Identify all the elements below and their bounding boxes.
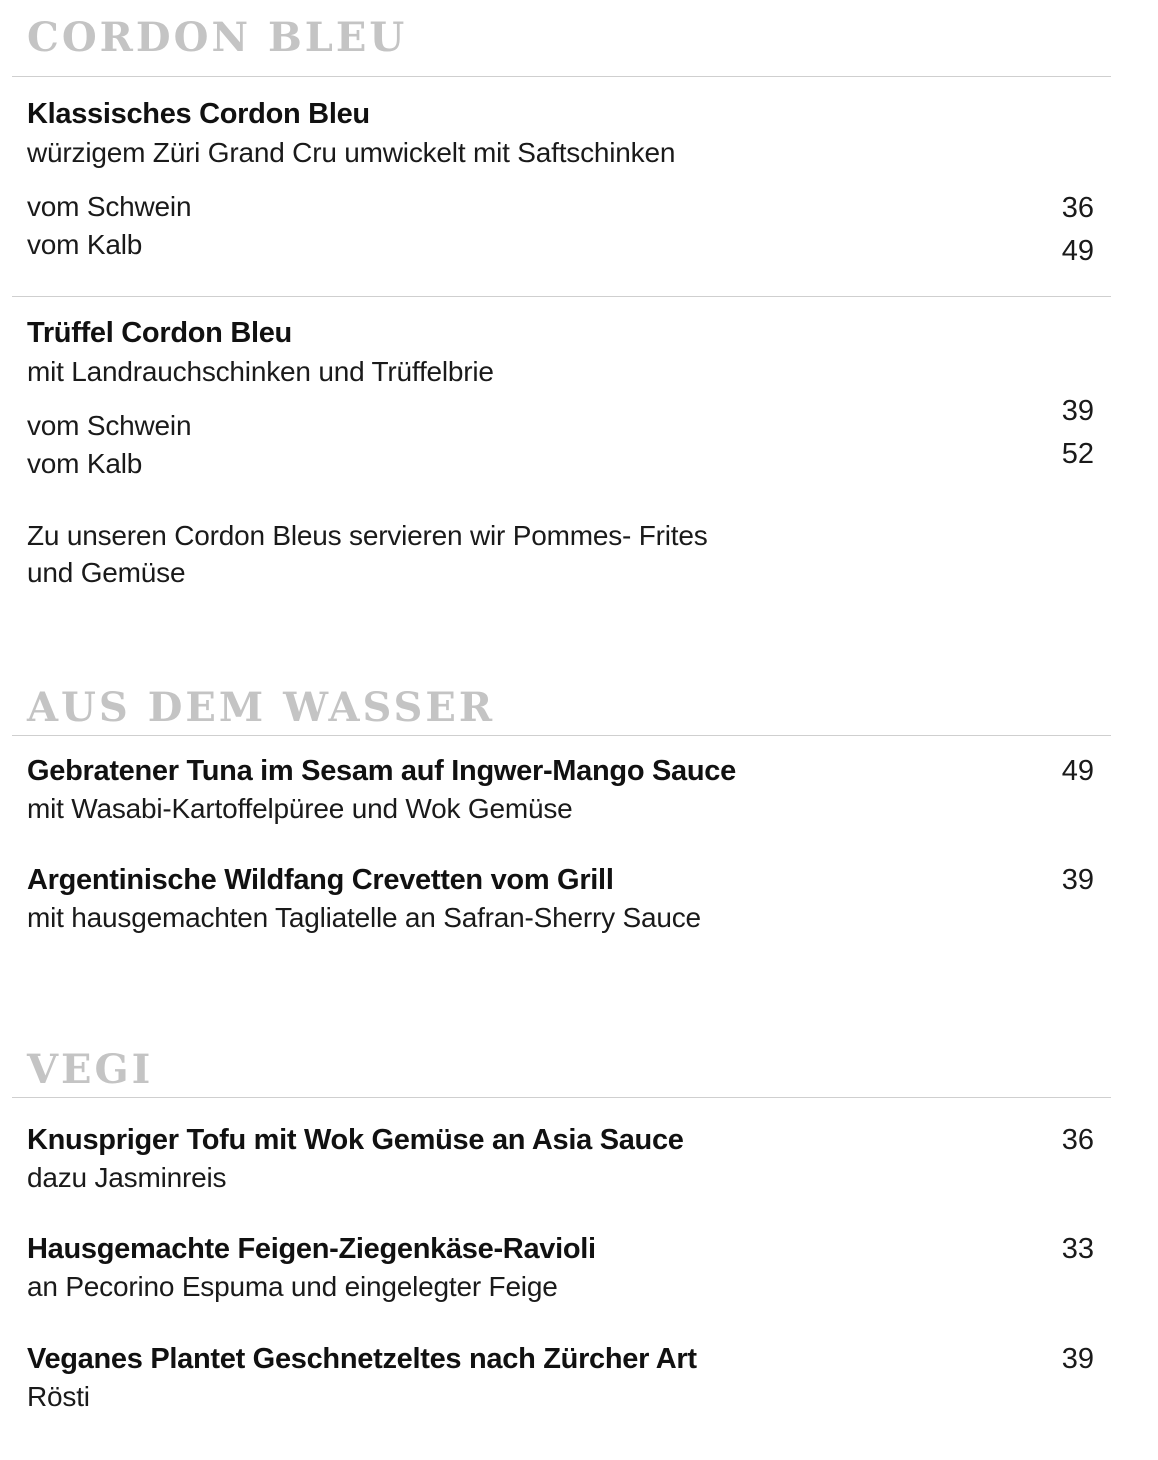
dish-name: Knuspriger Tofu mit Wok Gemüse an Asia Sauce xyxy=(27,1124,684,1156)
section-divider xyxy=(12,735,1111,736)
section-divider xyxy=(12,76,1111,77)
variant-price: 39 xyxy=(1061,395,1094,427)
dish-description: Rösti xyxy=(27,1381,90,1412)
dish-name: Veganes Plantet Geschnetzeltes nach Zürcher Art xyxy=(27,1343,697,1375)
serving-note: und Gemüse xyxy=(27,557,186,588)
variant-price: 36 xyxy=(1061,192,1094,224)
item-divider xyxy=(12,296,1111,297)
dish-name: Trüffel Cordon Bleu xyxy=(27,317,292,349)
dish-price: 39 xyxy=(1061,1343,1094,1375)
dish-name: Hausgemachte Feigen-Ziegenkäse-Ravioli xyxy=(27,1233,596,1265)
dish-price: 36 xyxy=(1061,1124,1094,1156)
serving-note: Zu unseren Cordon Bleus servieren wir Pommes- Frites xyxy=(27,520,708,551)
section-divider xyxy=(12,1097,1111,1098)
dish-name: Klassisches Cordon Bleu xyxy=(27,98,370,130)
variant-price: 49 xyxy=(1061,235,1094,267)
dish-name: Argentinische Wildfang Crevetten vom Grill xyxy=(27,864,614,896)
variant-label: vom Kalb xyxy=(27,448,143,479)
variant-price: 52 xyxy=(1061,438,1094,470)
section-title-cordon-bleu: CORDON BLEU xyxy=(27,14,408,61)
dish-price: 33 xyxy=(1061,1233,1094,1265)
dish-description: dazu Jasminreis xyxy=(27,1162,227,1193)
dish-description: mit Wasabi-Kartoffelpüree und Wok Gemüse xyxy=(27,793,573,824)
dish-description: mit hausgemachten Tagliatelle an Safran-Sherry Sauce xyxy=(27,902,701,933)
dish-name: Gebratener Tuna im Sesam auf Ingwer-Mango Sauce xyxy=(27,755,736,787)
section-title-aus-dem-wasser: AUS DEM WASSER xyxy=(27,684,496,731)
variant-label: vom Kalb xyxy=(27,229,143,260)
section-title-vegi: VEGI xyxy=(27,1046,154,1093)
variant-label: vom Schwein xyxy=(27,191,192,222)
dish-description: an Pecorino Espuma und eingelegter Feige xyxy=(27,1271,558,1302)
dish-price: 39 xyxy=(1061,864,1094,896)
variant-label: vom Schwein xyxy=(27,410,192,441)
dish-description: würzigem Züri Grand Cru umwickelt mit Saftschinken xyxy=(27,137,676,168)
dish-price: 49 xyxy=(1061,755,1094,787)
dish-description: mit Landrauchschinken und Trüffelbrie xyxy=(27,356,494,387)
